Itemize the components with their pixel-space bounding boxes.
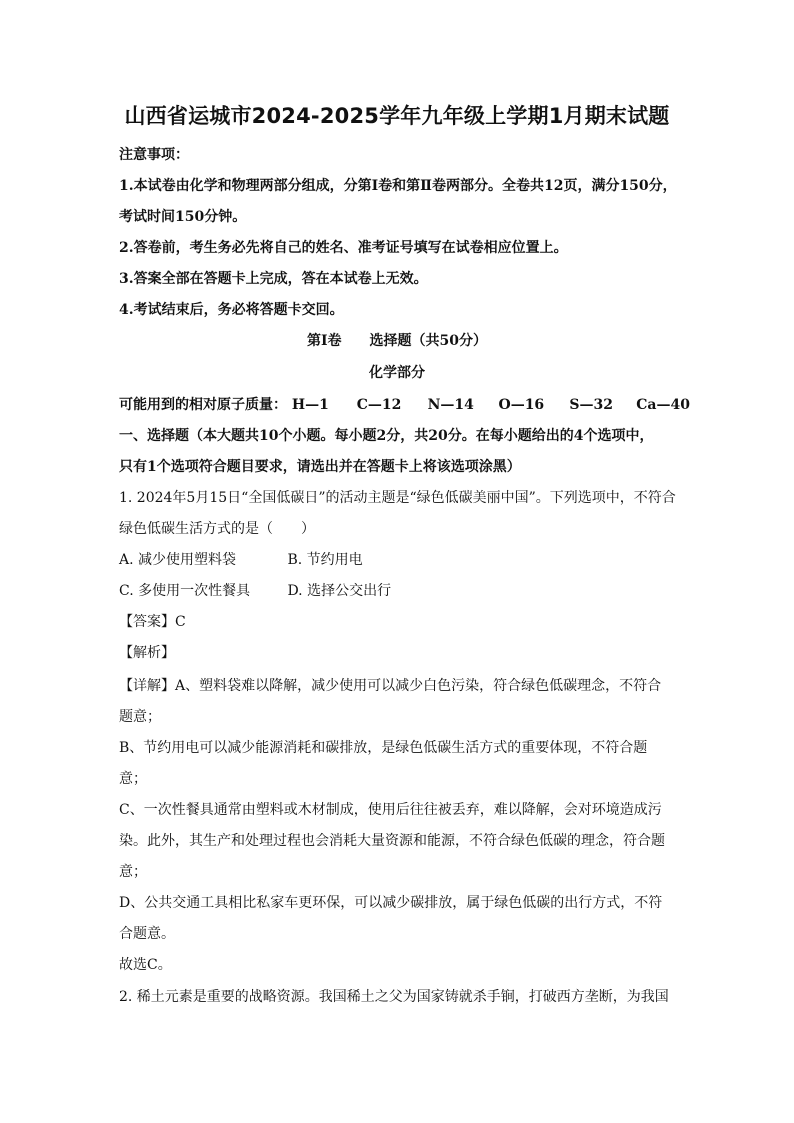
q1-detail-2: 题意； (119, 709, 161, 725)
q1-options-row-1 (119, 551, 679, 569)
q1-options-row-2 (119, 582, 679, 600)
mass-n: N—14 (427, 397, 474, 413)
atomic-masses (119, 396, 690, 414)
mass-ca: Ca—40 (636, 397, 690, 413)
notice-item-2: 2.答卷前，考生务必先将自己的姓名、准考证号填写在试卷相应位置上。 (119, 240, 568, 256)
q1-option-b: B. 节约用电 (287, 552, 363, 568)
notice-item-3: 3.答案全部在答题卡上完成，答在本试卷上无效。 (119, 271, 428, 287)
section-instructions-1: 一、选择题（本大题共10个小题。每小题2分，共20分。在每小题给出的4个选项中， (119, 428, 654, 444)
mass-h: H—1 (291, 397, 329, 413)
subject-title: 化学部分 (369, 365, 425, 381)
notice-item-1: 1.本试卷由化学和物理两部分组成，分第Ⅰ卷和第Ⅱ卷两部分。全卷共12页，满分150分， (119, 178, 677, 194)
section-instructions-2: 只有1个选项符合题目要求，请选出并在答题卡上将该选项涂黑） (119, 459, 521, 475)
q1-conclusion: 故选C。 (119, 957, 172, 973)
atomic-masses-label: 可能用到的相对原子质量： (119, 397, 287, 413)
q1-answer: 【答案】C (119, 614, 186, 630)
notice-item-4: 4.考试结束后，务必将答题卡交回。 (119, 302, 344, 318)
q1-detail-8: D、公共交通工具相比私家车更环保，可以减少碳排放，属于绿色低碳的出行方式，不符 (119, 895, 663, 911)
mass-c: C—12 (356, 397, 402, 413)
q1-detail-7: 意； (119, 864, 147, 880)
q1-detail-4: 意； (119, 771, 147, 787)
q2-stem: 2. 稀土元素是重要的战略资源。我国稀土之父为国家铸就杀手锏，打破西方垄断，为我国 (119, 989, 669, 1005)
q1-detail-9: 合题意。 (119, 926, 175, 942)
page-title: 山西省运城市2024-2025学年九年级上学期1月期末试题 (124, 104, 670, 128)
q1-option-c: C. 多使用一次性餐具 (119, 583, 251, 599)
notice-heading: 注意事项： (119, 147, 189, 163)
q1-detail-6: 染。此外，其生产和处理过程也会消耗大量资源和能源，不符合绿色低碳的理念，符合题 (119, 833, 665, 849)
q1-stem-1: 1. 2024年5月15日“全国低碳日”的活动主题是“绿色低碳美丽中国”。下列选项中，不符合 (119, 490, 676, 506)
q1-analysis-label: 【解析】 (119, 645, 175, 661)
q1-detail-3: B、节约用电可以减少能源消耗和碳排放，是绿色低碳生活方式的重要体现，不符合题 (119, 740, 648, 756)
mass-s: S—32 (569, 397, 613, 413)
q1-detail-1: 【详解】A、塑料袋难以降解，减少使用可以减少白色污染，符合绿色低碳理念，不符合 (119, 678, 662, 694)
notice-item-1-cont: 考试时间150分钟。 (119, 209, 247, 225)
part-title: 第Ⅰ卷 选择题（共50分） (306, 333, 488, 349)
q1-stem-2: 绿色低碳生活方式的是（ ） (119, 521, 315, 537)
mass-o: O—16 (498, 397, 545, 413)
q1-option-d: D. 选择公交出行 (287, 583, 392, 599)
q1-option-a: A. 减少使用塑料袋 (119, 552, 237, 568)
q1-detail-5: C、一次性餐具通常由塑料或木材制成，使用后往往被丢弃，难以降解，会对环境造成污 (119, 802, 662, 818)
